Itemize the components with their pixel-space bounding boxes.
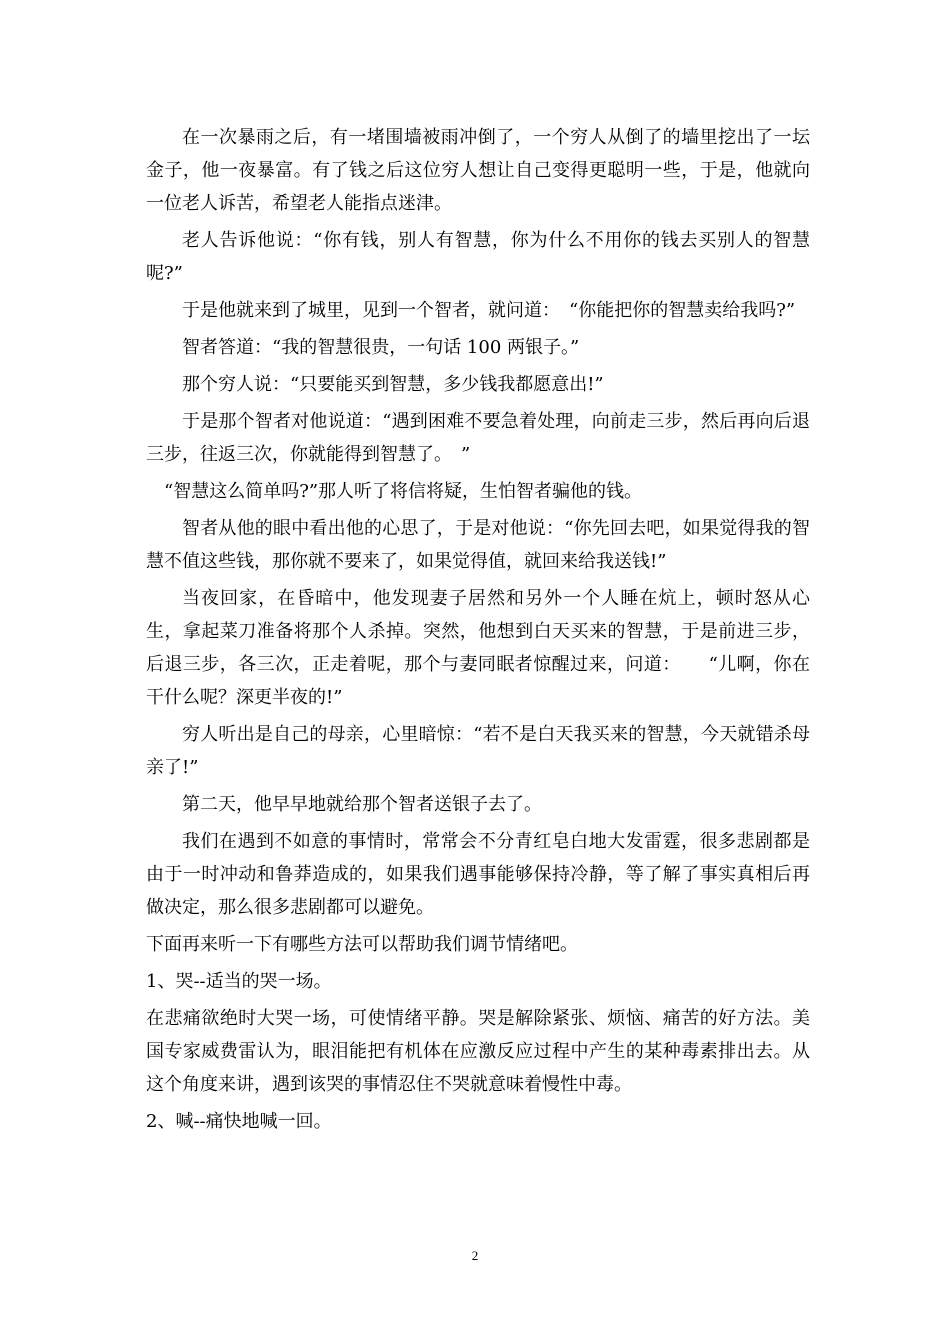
paragraph: 在悲痛欲绝时大哭一场，可使情绪平静。哭是解除紧张、烦恼、痛苦的好方法。美国专家威费雷认为，眼泪能把有机体在应激反应过程中产生的某种毒素排出去。从这个角度来讲，遇到该哭的事情忍住不哭就意味着慢性中毒。 <box>146 1008 810 1095</box>
page-number: 2 <box>471 1248 479 1263</box>
paragraph: 智者从他的眼中看出他的心思了，于是对他说：“你先回去吧，如果觉得我的智慧不值这些钱，那你就不要来了，如果觉得值，就回来给我送钱!” <box>146 518 810 572</box>
paragraph: 在一次暴雨之后，有一堵围墙被雨冲倒了，一个穷人从倒了的墙里挖出了一坛金子，他一夜暴富。有了钱之后这位穷人想让自己变得更聪明一些，于是，他就向一位老人诉苦，希望老人能指点迷津。 <box>146 127 810 214</box>
paragraph: 第二天，他早早地就给那个智者送银子去了。 <box>182 794 542 815</box>
paragraph: 智者答道：“我的智慧很贵，一句话 100 两银子。” <box>182 337 580 358</box>
list-item-heading: 2、喊--痛快地喊一回。 <box>146 1111 332 1132</box>
paragraph: 那个穷人说：“只要能买到智慧，多少钱我都愿意出!” <box>182 374 604 395</box>
paragraph: 老人告诉他说：“你有钱，别人有智慧，你为什么不用你的钱去买别人的智慧呢?” <box>146 230 810 284</box>
document-body <box>146 121 810 1142</box>
list-item-heading: 1、哭--适当的哭一场。 <box>146 971 332 992</box>
paragraph: “智慧这么简单吗?”那人听了将信将疑，生怕智者骗他的钱。 <box>164 481 643 502</box>
paragraph: 下面再来听一下有哪些方法可以帮助我们调节情绪吧。 <box>146 934 578 955</box>
paragraph: 我们在遇到不如意的事情时，常常会不分青红皂白地大发雷霆，很多悲剧都是由于一时冲动和鲁莽造成的，如果我们遇事能够保持冷静，等了解了事实真相后再做决定，那么很多悲剧都可以避免。 <box>146 831 810 918</box>
paragraph: 于是他就来到了城里，见到一个智者，就问道： “你能把你的智慧卖给我吗?” <box>182 300 796 321</box>
paragraph: 于是那个智者对他说道：“遇到困难不要急着处理，向前走三步，然后再向后退三步，往返三次，你就能得到智慧了。 ” <box>146 411 810 465</box>
paragraph: 当夜回家，在昏暗中，他发现妻子居然和另外一个人睡在炕上，顿时怒从心生，拿起菜刀准备将那个人杀掉。突然，他想到白天买来的智慧，于是前进三步，后退三步，各三次，正走着呢，那个与妻同眠者惊醒过来，问道： “儿啊，你在干什么呢？深更半夜的!” <box>146 588 810 708</box>
paragraph: 穷人听出是自己的母亲，心里暗惊：“若不是白天我买来的智慧，今天就错杀母亲了!” <box>146 724 810 778</box>
